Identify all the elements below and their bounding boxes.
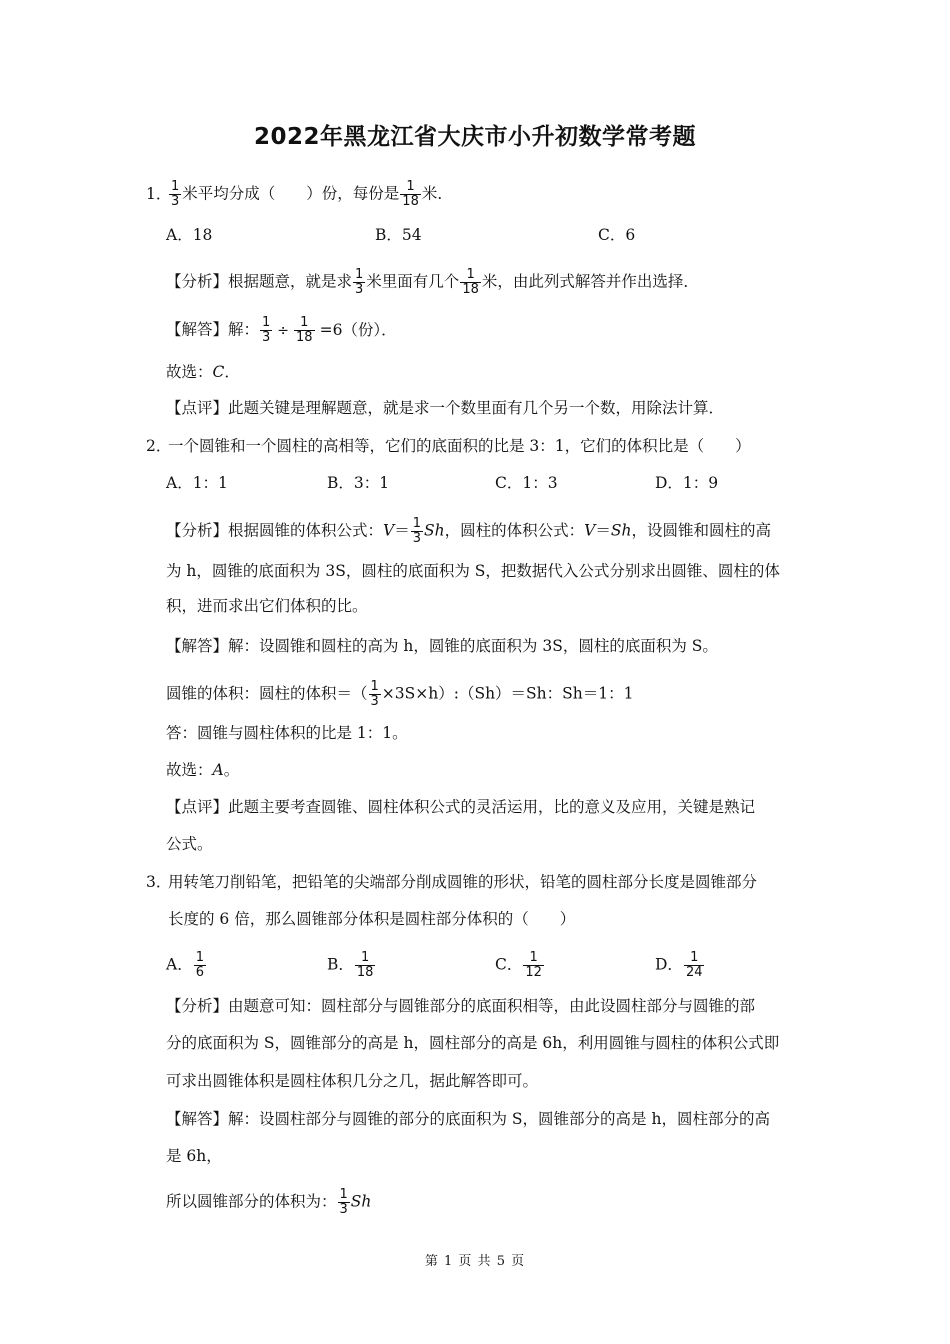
fraction: $\frac{1}{24}$ (685, 950, 703, 980)
q2-option-b: B．3：1 (327, 474, 390, 492)
fraction: $\frac{1}{3}$ (171, 179, 180, 209)
fraction: $\frac{1}{3}$ (412, 516, 422, 546)
fraction: $\frac{1}{3}$ (355, 267, 364, 297)
q2-comment-line-1: 【点评】此题主要考查圆锥、圆柱体积公式的灵活运用，比的意义及应用，关键是熟记 (166, 798, 756, 816)
q2-number: 2． (146, 437, 172, 455)
q1-stem: 1． $\frac{1}{3}$ 米平均分成（ ）份，每份是 $\frac{1}{18}$ 米． (146, 179, 453, 209)
q1-option-b: B．54 (375, 226, 422, 244)
fraction: $\frac{1}{12}$ (525, 950, 542, 980)
q1-option-c: C．6 (598, 226, 636, 244)
q2-analysis-line-1: 【分析】根据圆锥的体积公式：V＝ $\frac{1}{3}$ Sh，圆柱的体积公式：V＝Sh，设圆锥和圆柱的高 (166, 516, 771, 546)
q3-analysis-line-3: 可求出圆锥体积是圆柱体积几分之几，据此解答即可。 (166, 1072, 539, 1090)
fraction: $\frac{1}{18}$ (462, 267, 479, 297)
q3-solution-line-2: 是 6h， (166, 1147, 222, 1165)
fraction: $\frac{1}{6}$ (195, 950, 204, 980)
q1-solution: 【解答】解： $\frac{1}{3}$ ÷ $\frac{1}{18}$ =6（份）． (166, 315, 397, 345)
q2-option-a: A．1：1 (166, 474, 228, 492)
q3-number: 3． (146, 873, 172, 891)
q2-comment-line-2: 公式。 (166, 835, 213, 853)
q2-analysis-line-3: 积，进而求出它们体积的比。 (166, 597, 368, 615)
q3-option-a: A． $\frac{1}{6}$ (166, 950, 204, 980)
q1-option-a: A．18 (166, 226, 213, 244)
q2-analysis-line-2: 为 h，圆锥的底面积为 3S，圆柱的底面积为 S，把数据代入公式分别求出圆锥、圆柱的体 (166, 562, 780, 580)
q2-solution-line-1: 【解答】解：设圆锥和圆柱的高为 h，圆锥的底面积为 3S，圆柱的底面积为 S。 (166, 637, 718, 655)
fraction: $\frac{1}{3}$ (370, 679, 379, 709)
q3-analysis-line-2: 分的底面积为 S，圆锥部分的高是 h，圆柱部分的高是 6h，利用圆锥与圆柱的体积公式即 (166, 1034, 780, 1052)
q3-option-d: D． $\frac{1}{24}$ (655, 950, 703, 980)
q3-solution-line-3: 所以圆锥部分的体积为： $\frac{1}{3}$ Sh (166, 1187, 372, 1217)
q2-solution-line-3: 答：圆锥与圆柱体积的比是 1：1。 (166, 724, 408, 742)
q3-stem-line-1: 3．用转笔刀削铅笔，把铅笔的尖端部分削成圆锥的形状，铅笔的圆柱部分长度是圆锥部分 (146, 873, 758, 891)
q1-comment: 【点评】此题关键是理解题意，就是求一个数里面有几个另一个数，用除法计算． (166, 399, 725, 417)
q2-stem: 2．一个圆锥和一个圆柱的高相等，它们的底面积的比是 3：1，它们的体积比是（ ） (146, 437, 751, 455)
q3-stem-line-2: 长度的 6 倍，那么圆锥部分体积是圆柱部分体积的（ ） (168, 910, 576, 928)
fraction: $\frac{1}{3}$ (339, 1187, 348, 1217)
q2-solution-line-2: 圆锥的体积：圆柱的体积＝（ $\frac{1}{3}$ ×3S×h）:（Sh）＝Sh：Sh＝1：1 (166, 679, 634, 709)
q2-option-d: D．1：9 (655, 474, 719, 492)
page-footer: 第 1 页 共 5 页 (424, 1254, 526, 1269)
q2-option-c: C．1：3 (495, 474, 558, 492)
q3-option-b: B． $\frac{1}{18}$ (327, 950, 374, 980)
fraction: $\frac{1}{3}$ (262, 315, 271, 345)
q3-analysis-line-1: 【分析】由题意可知：圆柱部分与圆锥部分的底面积相等，由此设圆柱部分与圆锥的部 (166, 997, 756, 1015)
q3-option-c: C． $\frac{1}{12}$ (495, 950, 542, 980)
q1-number: 1． (146, 184, 172, 203)
q1-analysis: 【分析】根据题意，就是求 $\frac{1}{3}$ 米里面有几个 $\frac{1}{18}$ 米，由此列式解答并作出选择． (166, 267, 699, 297)
q2-choice: 故选：A。 (166, 761, 240, 779)
fraction: $\frac{1}{18}$ (402, 179, 419, 209)
q1-choice: 故选：C． (166, 363, 240, 381)
q3-solution-line-1: 【解答】解：设圆柱部分与圆锥的部分的底面积为 S，圆锥部分的高是 h，圆柱部分的高 (166, 1110, 770, 1128)
page-title: 2022年黑龙江省大庆市小升初数学常考题 (253, 124, 696, 150)
fraction: $\frac{1}{18}$ (356, 950, 374, 980)
fraction: $\frac{1}{18}$ (296, 315, 313, 345)
